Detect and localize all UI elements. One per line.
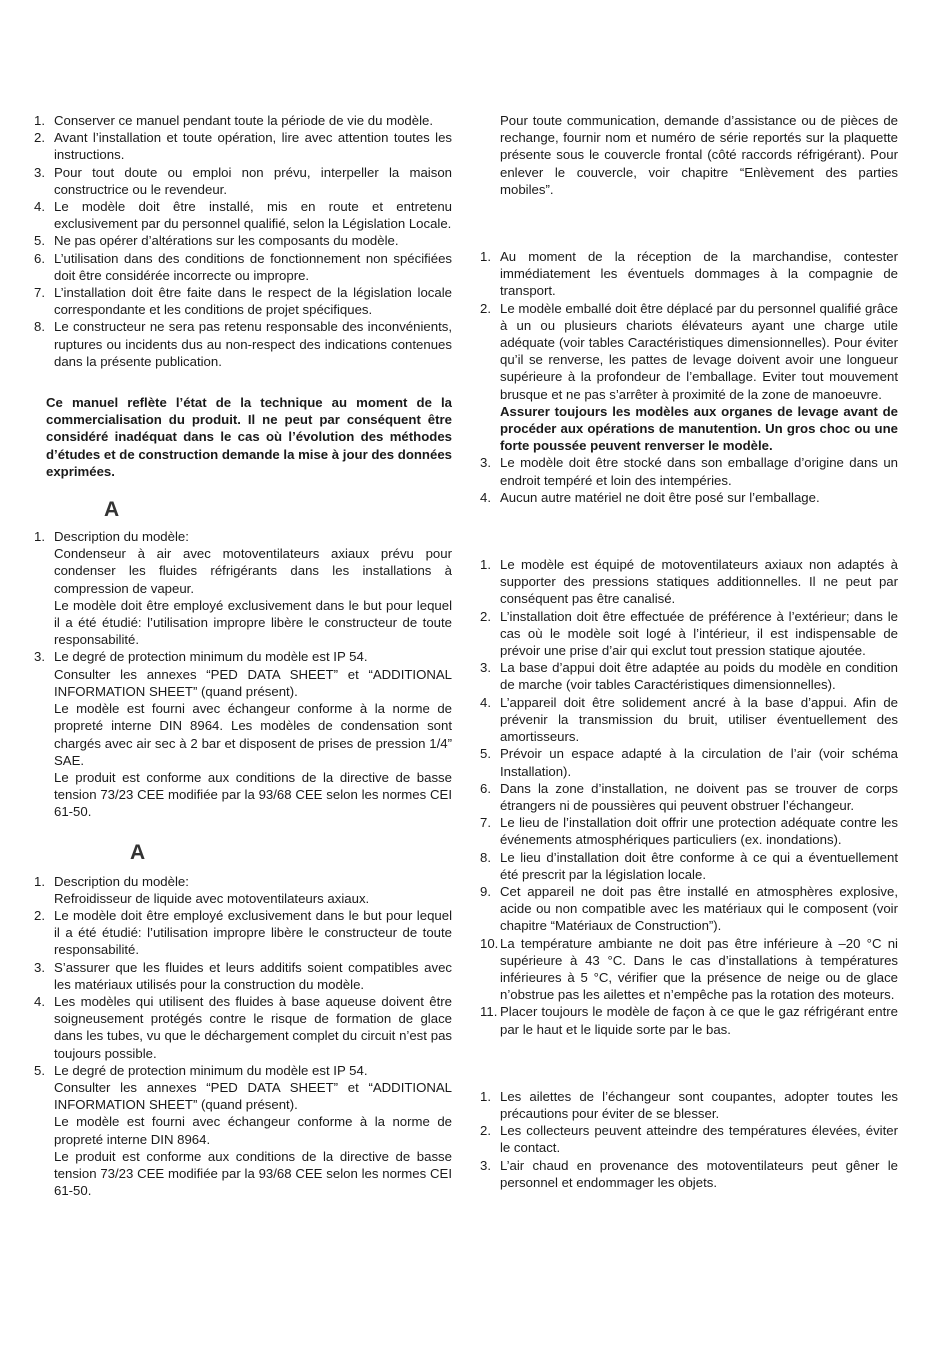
list-item: 8. Le constructeur ne sera pas retenu responsable des inconvénients, ruptures ou incidents dus au non-respect des indications contenues dans la présente publication. <box>34 319 452 369</box>
list-item: 6. L’utilisation dans des conditions de fonctionnement non spécifiées doit être considérée incorrecte ou impropre. <box>34 250 452 283</box>
list-item: 3. Le modèle doit être stocké dans son emballage d’origine dans un endroit tempéré et loin des intempéries. <box>480 455 898 488</box>
list-item: 2. Le modèle emballé doit être déplacé par du personnel qualifié grâce à un ou plusieurs chariots élévateurs ayant une charge utile adéquate (voir tables Caractéristiques dimensionnelles). Pour éviter qu’il se renverse, les pattes de levage doivent avoir une longueur supérieure à la profondeur de l’emballage. Eviter tout mouvement brusque et ne pas s’arrêter à proximité de la zone de manoeuvre. Assurer toujours les modèles aux organes de levage avant de procéder aux opérations de manutention. Un gros choc ou une forte poussée peuvent renverser le modèle. <box>480 300 898 454</box>
list-item: 5. Ne pas opérer d’altérations sur les composants du modèle. <box>34 233 399 249</box>
list-item: 1. Le modèle est équipé de motoventilateurs axiaux non adaptés à supporter des pressions statiques additionnelles. Il ne peut par conséquent pas être canalisé. <box>480 557 898 607</box>
list-item: 3. L’air chaud en provenance des motoventilateurs peut gêner le personnel et endommager les objets. <box>480 1157 898 1190</box>
list-item: 5. Le degré de protection minimum du modèle est IP 54. Consulter les annexes “PED DATA SHEET” et “ADDITIONAL INFORMATION SHEET” (quand présent). Le modèle est fourni avec échangeur conforme à la norme de propreté interne DIN 8964. Le produit est conforme aux conditions de la directive de basse tension 73/23 CEE modifiée par la 93/68 CEE selon les normes CEI 61-50. <box>34 1062 452 1199</box>
list-item: 7. L’installation doit être faite dans le respect de la législation locale correspondante et les conditions de projet spécifiques. <box>34 285 452 318</box>
list-item: 4. Aucun autre matériel ne doit être posé sur l’emballage. <box>480 489 820 505</box>
list-item: 1. Les ailettes de l’échangeur sont coupantes, adopter toutes les précautions pour éviter de se blesser. <box>480 1088 898 1121</box>
section-letter-cooler: A <box>130 840 146 864</box>
list-item: 4. Les modèles qui utilisent des fluides à base aqueuse doivent être soigneusement protégés contre le risque de formation de glace dans les tubes, vu que le déchargement complet du circuit n’est pas toujours possible. <box>34 993 452 1061</box>
list-item: 1. Description du modèle: Refroidisseur de liquide avec motoventilateurs axiaux. <box>34 873 370 906</box>
list-item: 3. Pour tout doute ou emploi non prévu, interpeller la maison constructrice ou le revendeur. <box>34 164 452 197</box>
assistance-intro: Pour toute communication, demande d’assistance ou de pièces de rechange, fournir nom et numéro de série reportés sur la plaquette présente sous le couvercle frontal (côté raccords réfrigérant). Pour enlever le couvercle, voir chapitre “Enlèvement des parties mobiles”. <box>500 113 898 197</box>
list-item: 11. Placer toujours le modèle de façon à ce que le gaz réfrigérant entre par le haut et le liquide sorte par le bas. <box>480 1004 898 1037</box>
safety-list <box>480 1088 898 1191</box>
list-item: 3. Le degré de protection minimum du modèle est IP 54. Consulter les annexes “PED DATA SHEET” et “ADDITIONAL INFORMATION SHEET” (quand présent). Le modèle est fourni avec échangeur conforme à la norme de propreté interne DIN 8964. Les modèles de condensation sont chargés avec air sec à 2 bar et disposent de prises de pression 1/4” SAE. Le produit est conforme aux conditions de la directive de basse tension 73/23 CEE modifiée par la 93/68 CEE selon les normes CEI 61-50. <box>34 649 452 820</box>
list-item: 1. Description du modèle: Condenseur à air avec motoventilateurs axiaux prévu pour condenser les fluides réfrigérants dans les installations à compression de vapeur. Le modèle doit être employé exclusivement dans le but pour lequel il a été étudié: l’utilisation impropre libère le constructeur de toute responsabilité. <box>34 529 452 648</box>
list-item: 6. Dans la zone d’installation, ne doivent pas se trouver de corps étrangers ni de poussières qui peuvent obstruer l’échangeur. <box>480 780 898 813</box>
list-item: 9. Cet appareil ne doit pas être installé en atmosphères explosive, acide ou non compatible avec les matériaux qui le composent (voir chapitre “Matériaux de Construction”). <box>480 883 898 934</box>
lifting-warning: Assurer toujours les modèles aux organes de levage avant de procéder aux opérations de manutention. Un gros choc ou une forte poussée peuvent renverser le modèle. <box>500 403 898 454</box>
list-item: 10. La température ambiante ne doit pas être inférieure à –20 °C ni supérieure à 43 °C. Dans le cas d’installations à températures inférieures à 5 °C, vérifier que la présence de neige ou de glace n’obstrue pas les ailettes et n’empêche pas la rotation des moteurs. <box>480 935 898 1003</box>
list-item: 5. Prévoir un espace adapté à la circulation de l’air (voir schéma Installation). <box>480 746 898 779</box>
list-item: 8. Le lieu d’installation doit être conforme à ce qui a éventuellement été prescrit par la législation locale. <box>480 849 898 882</box>
transport-list <box>480 248 898 506</box>
right-column <box>480 112 898 1191</box>
installation-list <box>480 556 898 1038</box>
list-item: 3. S’assurer que les fluides et leurs additifs soient compatibles avec les matériaux utilisés pour la construction du modèle. <box>34 959 452 992</box>
list-item: 3. La base d’appui doit être adaptée au poids du modèle en condition de marche (voir tables Caractéristiques dimensionnelles). <box>480 660 898 693</box>
condenser-list <box>34 528 452 820</box>
list-item: 4. L’appareil doit être solidement ancré à la base d’appui. Afin de prévenir la transmission du bruit, utiliser éventuellement des amortisseurs. <box>480 694 898 745</box>
list-item: 1. Conserver ce manuel pendant toute la période de vie du modèle. <box>34 113 434 128</box>
list-item: 1. Au moment de la réception de la marchandise, contester immédiatement les éventuels dommages à la compagnie de transport. <box>480 249 898 299</box>
list-item: 2. Avant l’installation et toute opération, lire avec attention toutes les instructions. <box>34 130 452 163</box>
list-item: 2. Le modèle doit être employé exclusivement dans le but pour lequel il a été étudié: l’utilisation impropre libère le constructeur de toute responsabilité. <box>34 907 452 958</box>
list-item: 2. Les collecteurs peuvent atteindre des températures élevées, éviter le contact. <box>480 1123 898 1156</box>
left-column <box>34 112 452 1199</box>
list-item: 7. Le lieu de l’installation doit offrir une protection adéquate contre les événements atmosphériques particuliers (ex. inondations). <box>480 815 898 848</box>
section-letter-condenser: A <box>104 498 120 522</box>
list-item: 4. Le modèle doit être installé, mis en route et entretenu exclusivement par du personnel qualifié, selon la Législation Locale. <box>34 199 452 232</box>
technical-state-note: Ce manuel reflète l’état de la technique au moment de la commercialisation du produit. Il ne peut par conséquent être considéré inadéquat dans le cas où l’évolution des méthodes d’études et de construction demande la mise à jour des données exprimées. <box>46 395 452 479</box>
general-warnings-list <box>34 112 452 370</box>
cooler-list <box>34 873 452 1200</box>
list-item: 2. L’installation doit être effectuée de préférence à l’extérieur; dans le cas où le modèle soit logé à l’intérieur, il est indispensable de prévoir une prise d’air qui exclut tout pression statique ajoutée. <box>480 608 898 659</box>
